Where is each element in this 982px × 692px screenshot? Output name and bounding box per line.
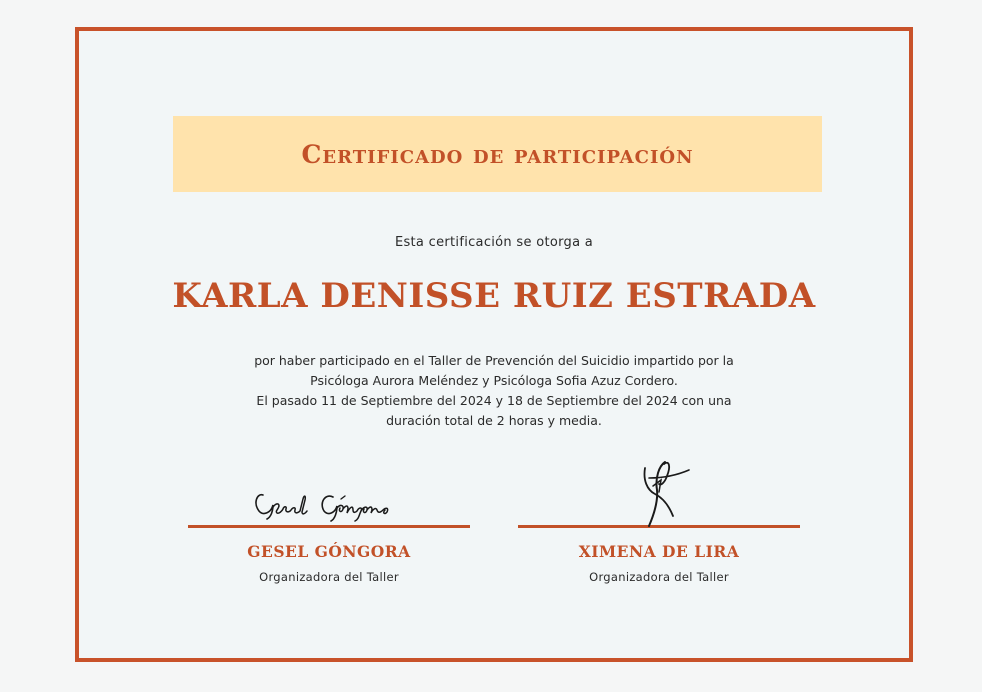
certificate-title: Certificado de participación [301, 139, 694, 169]
signature-line [518, 525, 800, 528]
body-line: duración total de 2 horas y media. [386, 413, 602, 428]
certificate-body [179, 351, 809, 431]
recipient-name: KARLA DENISSE RUIZ ESTRADA [172, 276, 816, 316]
signature-block-left [188, 481, 470, 584]
signature-ximena [609, 456, 709, 528]
body-line: El pasado 11 de Septiembre del 2024 y 18 de Septiembre del 2024 con una [256, 393, 732, 408]
body-line: por haber participado en el Taller de Prevención del Suicidio impartido por la [254, 353, 734, 368]
signatory-name: XIMENA DE LIRA [578, 542, 740, 561]
title-banner [173, 116, 822, 192]
signature-block-right [518, 456, 800, 584]
signatory-role: Organizadora del Taller [589, 570, 729, 584]
certificate-frame [75, 27, 913, 662]
signature-line [188, 525, 470, 528]
signatory-role: Organizadora del Taller [259, 570, 399, 584]
signature-gesel [249, 481, 409, 525]
signatory-name: GESEL GÓNGORA [247, 542, 411, 561]
intro-text: Esta certificación se otorga a [394, 235, 594, 250]
body-line: Psicóloga Aurora Meléndez y Psicóloga Sofia Azuz Cordero. [310, 373, 678, 388]
